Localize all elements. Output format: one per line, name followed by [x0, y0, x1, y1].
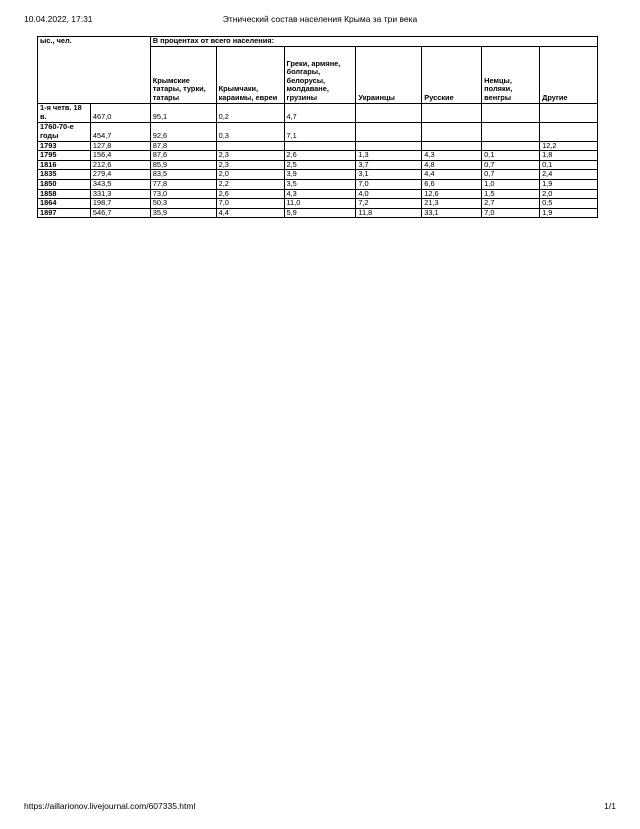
value-cell: 0,1: [540, 160, 598, 170]
value-cell: 6,6: [422, 179, 482, 189]
total-cell: 546,7: [90, 208, 150, 218]
value-cell: 1,3: [356, 151, 422, 161]
table-row: [38, 170, 598, 180]
value-cell: [540, 103, 598, 122]
value-cell: 0,7: [482, 170, 540, 180]
period-cell: 1795: [38, 151, 91, 161]
header-row-group: [38, 37, 598, 47]
source-url: https://aillarionov.livejournal.com/607335.html: [24, 801, 196, 811]
table-row: [38, 122, 598, 141]
column-header: Греки, армяне, болгары, белорусы, молдаване, грузины: [284, 46, 356, 103]
print-datetime: 10.04.2022, 17:31: [24, 14, 93, 24]
total-cell: 279,4: [90, 170, 150, 180]
value-cell: 12,6: [422, 189, 482, 199]
table-row: [38, 141, 598, 151]
value-cell: 2,7: [482, 199, 540, 209]
value-cell: [482, 122, 540, 141]
value-cell: 85,9: [150, 160, 216, 170]
value-cell: 4,3: [284, 189, 356, 199]
value-cell: 0,7: [482, 160, 540, 170]
period-cell: 1816: [38, 160, 91, 170]
value-cell: [356, 122, 422, 141]
value-cell: [356, 103, 422, 122]
period-cell: 1858: [38, 189, 91, 199]
table-row: [38, 103, 598, 122]
value-cell: 3,1: [356, 170, 422, 180]
value-cell: 2,3: [216, 160, 284, 170]
total-cell: 331,3: [90, 189, 150, 199]
value-cell: 5,9: [284, 208, 356, 218]
value-cell: 87,6: [150, 151, 216, 161]
value-cell: 4,4: [422, 170, 482, 180]
value-cell: 0,1: [482, 151, 540, 161]
value-cell: 7,0: [216, 199, 284, 209]
value-cell: 7,0: [356, 179, 422, 189]
column-header: Крымские татары, турки, татары: [150, 46, 216, 103]
column-header: Украинцы: [356, 46, 422, 103]
value-cell: 0,5: [540, 199, 598, 209]
value-cell: 2,3: [216, 151, 284, 161]
total-cell: 454,7: [90, 122, 150, 141]
value-cell: [422, 122, 482, 141]
period-cell: 1897: [38, 208, 91, 218]
value-cell: 0,2: [216, 103, 284, 122]
value-cell: 11,8: [356, 208, 422, 218]
table-row: [38, 189, 598, 199]
value-cell: 0,3: [216, 122, 284, 141]
total-cell: 127,8: [90, 141, 150, 151]
value-cell: 7,2: [356, 199, 422, 209]
value-cell: 2,0: [540, 189, 598, 199]
table-row: [38, 151, 598, 161]
value-cell: 2,0: [216, 170, 284, 180]
value-cell: 1,5: [482, 189, 540, 199]
page-number: 1/1: [604, 801, 616, 811]
total-cell: 467,0: [90, 103, 150, 122]
document-title: Этнический состав населения Крыма за три века: [222, 14, 418, 24]
print-footer: [24, 801, 616, 813]
period-cell: 1850: [38, 179, 91, 189]
header-unit: ыс., чел.: [38, 37, 151, 104]
value-cell: [422, 103, 482, 122]
value-cell: 7,0: [482, 208, 540, 218]
value-cell: 73,0: [150, 189, 216, 199]
total-cell: 212,6: [90, 160, 150, 170]
value-cell: [540, 122, 598, 141]
value-cell: 4,8: [422, 160, 482, 170]
print-header: [24, 14, 616, 26]
value-cell: 92,6: [150, 122, 216, 141]
value-cell: 33,1: [422, 208, 482, 218]
value-cell: 2,6: [216, 189, 284, 199]
column-header: Немцы, поляки, венгры: [482, 46, 540, 103]
value-cell: 4,4: [216, 208, 284, 218]
value-cell: 1,8: [540, 151, 598, 161]
value-cell: 12,2: [540, 141, 598, 151]
period-cell: 1-я четв. 18 в.: [38, 103, 91, 122]
value-cell: 11,0: [284, 199, 356, 209]
value-cell: 35,9: [150, 208, 216, 218]
value-cell: 7,1: [284, 122, 356, 141]
value-cell: 50,3: [150, 199, 216, 209]
value-cell: 3,5: [284, 179, 356, 189]
total-cell: 343,5: [90, 179, 150, 189]
header-percent-group: В процентах от всего населения:: [150, 37, 597, 47]
value-cell: [482, 103, 540, 122]
period-cell: 1835: [38, 170, 91, 180]
value-cell: 4,0: [356, 189, 422, 199]
table-row: [38, 208, 598, 218]
value-cell: 3,9: [284, 170, 356, 180]
value-cell: 83,5: [150, 170, 216, 180]
value-cell: 4,7: [284, 103, 356, 122]
value-cell: 2,5: [284, 160, 356, 170]
value-cell: 95,1: [150, 103, 216, 122]
value-cell: 3,7: [356, 160, 422, 170]
column-header: Русские: [422, 46, 482, 103]
value-cell: 2,6: [284, 151, 356, 161]
value-cell: 77,8: [150, 179, 216, 189]
value-cell: 4,3: [422, 151, 482, 161]
table-row: [38, 160, 598, 170]
ethnic-composition-table: [37, 36, 598, 218]
table-row: [38, 199, 598, 209]
value-cell: 2,2: [216, 179, 284, 189]
table-row: [38, 179, 598, 189]
total-cell: 198,7: [90, 199, 150, 209]
column-header: Другие: [540, 46, 598, 103]
period-cell: 1793: [38, 141, 91, 151]
value-cell: 87,8: [150, 141, 216, 151]
value-cell: 1,0: [482, 179, 540, 189]
period-cell: 1864: [38, 199, 91, 209]
period-cell: 1760-70-е годы: [38, 122, 91, 141]
value-cell: 1,9: [540, 179, 598, 189]
value-cell: 2,4: [540, 170, 598, 180]
total-cell: 156,4: [90, 151, 150, 161]
value-cell: 1,9: [540, 208, 598, 218]
column-header: Крымчаки, караимы, евреи: [216, 46, 284, 103]
value-cell: 21,3: [422, 199, 482, 209]
